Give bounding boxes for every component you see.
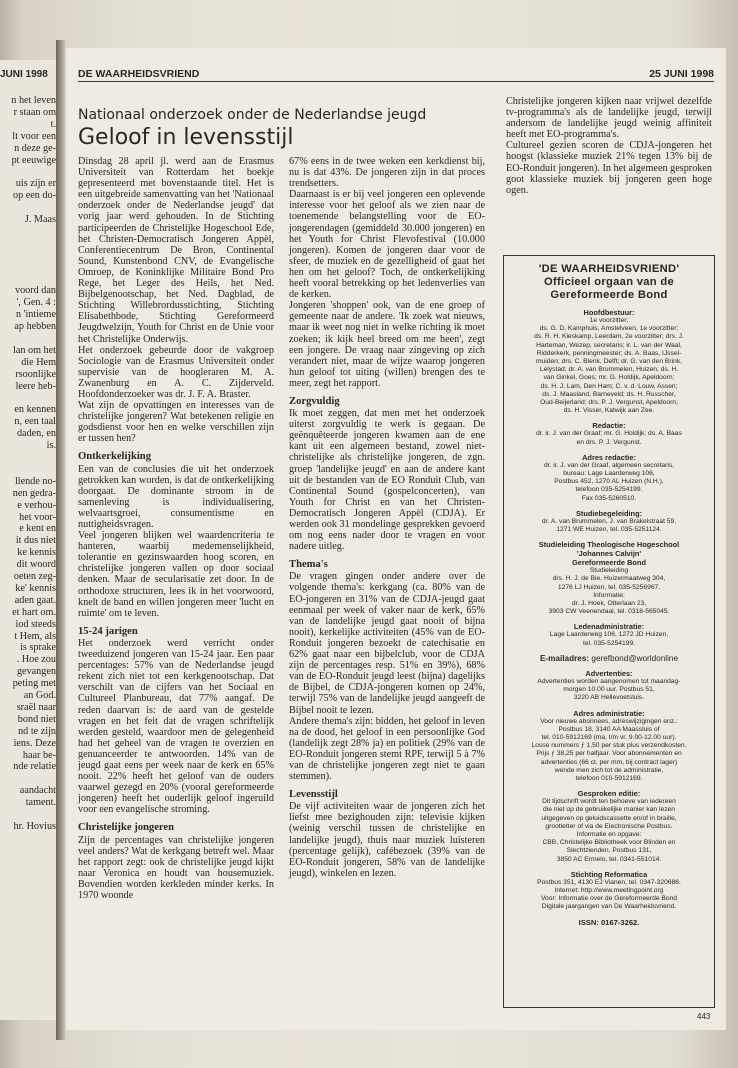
- paragraph: Zijn de percentages van christelijke jongeren veel anders? Wat de kerkgang betreft wel. Maar het rapport zegt: ook de christelijke jeugd kijkt naar Veronica en houdt van housemuziek. Bovendien worden kerkleden minder kerks. In 1970 woonde: [78, 834, 274, 901]
- colophon-section-text: Voor nieuwe abonnees, adreswijzigingen enz.: Postbus 18, 3140 AA Maassluis of tel. 010-5912169 (ma. t/m vr. 9.00-12.00 uur). Losse nummers ƒ 1,50 per stuk plus verzendkosten. Prijs ƒ 38,25 per halfjaar. Voor abonnementen en advertenties (66 ct. per mm, bij contract lager) wende men zich tot de administratie, telefoon 010-5912169.: [531, 717, 687, 782]
- colophon-section: [504, 709, 714, 784]
- colophon-section-heading: Ledenadministratie:: [573, 622, 645, 632]
- adjacent-text-fragment: llende no-: [14, 475, 56, 487]
- adjacent-text-fragment: pt eeuwige: [11, 154, 56, 166]
- colophon-section-text: dr. ir. J. van der Graaf; mr. G. Holdijk; ds. A. Baas en drs. P. J. Vergunst.: [536, 430, 682, 446]
- paragraph: De vijf activiteiten waar de jongeren zich het liefst mee bezighouden zijn: televisie kijken (weinig verschil tussen de christelijke en landelijke jeugd), thuis naar muziek luisteren (percentage gelijk), cafébezoek (39% van de EO-Ronduit jongeren, 58% van de landelijke jeugd), winkelen en lezen.: [289, 801, 485, 879]
- article-column-2: [289, 156, 485, 879]
- adjacent-text-fragment: die Hem: [21, 356, 56, 368]
- colophon-section-text: Advertenties worden aangenomen tot maandag- morgen 10.00 uur. Postbus 51, 3220 AB Hellevoetsluis.: [537, 677, 681, 702]
- paragraph: 67% eens in de twee weken een kerkdienst bij, nu is dat 43%. De jongeren zijn in dat proces trendsetters.: [289, 156, 485, 190]
- adjacent-text-fragment: J. Maas: [24, 214, 56, 225]
- adjacent-text-fragment: e kent en: [19, 523, 56, 535]
- adjacent-text-fragment: nd te zijn: [18, 725, 56, 737]
- section-heading: Thema's: [289, 559, 328, 571]
- adjacent-text-fragment: it dus niet: [15, 535, 56, 547]
- paragraph: Cultureel gezien scoren de CDJA-jongeren het hoogst (klassieke muziek 21% tegen 13% bij de EO-Ronduit jongeren). In het algemeen gesproken goot klassieke muziek bij jongeren geen hoge ogen.: [506, 140, 712, 196]
- adjacent-text-fragment: nen gedra-: [12, 487, 56, 499]
- colophon-title-1: 'DE WAARHEIDSVRIEND': [538, 263, 680, 275]
- colophon-section-heading: Stichting Reformatica: [570, 869, 648, 879]
- adjacent-text-fragment: n 'intieme: [15, 309, 56, 321]
- colophon-section: [504, 870, 714, 912]
- adjacent-text-fragment: ke kennis: [17, 547, 56, 559]
- adjacent-text-fragment: het voor-: [19, 511, 56, 523]
- adjacent-text-fragment: n het leven: [11, 95, 56, 106]
- adjacent-page-fragment: [0, 60, 56, 1020]
- colophon-section-heading: Studieleiding Theologische Hogeschool 'Johannes Calvijn' Gereformeerde Bond: [538, 540, 680, 568]
- paragraph: Dinsdag 28 april jl. werd aan de Erasmus Universiteit van Rotterdam het boekje gepresenteerd met bovenstaande titel. Het is een uitgebreide samenvatting van het 'Nationaal onderzoek onder de Nederlandse jeugd' dat vorig jaar werd gehouden. In de Stichting participeerden de Christelijke Hogeschool Ede, het Christen-Democratisch Jongeren Appèl, Conferentiecentrum De Bron, Continental Sound, Kunstenbond CNV, de Evangelische Omroep, de Koninklijke Militaire Bond Pro Rege, het Leger des Heils, het Ned. Bijbelgenootschap, het Ned. Dagblad, de Stichting Willebrordusstichting, Stichting Elisabethbode, Stichting Gereformeerd Jeugdwelzijn, Youth for Christ en de Unie voor het Christelijke Onderwijs.: [78, 156, 274, 345]
- colophon-section-heading: Studiebegeleiding:: [575, 508, 643, 518]
- colophon-section-text: Lage Laarderweg 106, 1272 JD Huizen, tel. 035-5254199.: [549, 631, 669, 647]
- paragraph: De vragen gingen onder andere over de volgende thema's: kerkgang (ca. 80% van de EO-jongeren en 31% van de CDJA-jeugd gaat eenmaal per week of vaker naar de kerk, 65% van de landelijke jeugd gaat nooit of bijna nooit), kerkelijke activiteiten (45% van de EO-Ronduit jongeren bezoekt de catechisatie en 62% gaat naar een bijbelclub, voor de CDJA zijn de percentages resp. 51% en 39%), 68% van de EO-Ronduit jeugd leest (bijna) dagelijks de Bijbel, de CDJA-jongeren komen op 24%, terwijl 75% van de landelijke jeugd aangeeft de Bijbel nooit te lezen.: [289, 571, 485, 716]
- header-rule: [78, 81, 714, 82]
- adjacent-text-fragment: op een do-: [13, 190, 56, 202]
- section-heading: Christelijke jongeren: [78, 822, 175, 834]
- colophon-section-heading: Gesproken editie:: [577, 789, 641, 799]
- article-title: Geloof in levensstijl: [78, 125, 294, 150]
- paragraph: Andere thema's zijn: bidden, het geloof in leven na de dood, het geloof in een persoonlijke God (landelijk zegt 28% ja) en politiek (29% van de EO-Ronduit jongeren stemt RPF, terwijl 5 à 7% van de christelijke jongeren zegt niet te gaan stemmen).: [289, 715, 485, 783]
- adjacent-text-fragment: oeten zeg-: [13, 571, 56, 582]
- paragraph: Daarnaast is er bij veel jongeren een oplevende interesse voor het geloof als we zien naar de toenemende belangstelling voor de EO-jongerendagen (gemiddeld 30.000 jongeren) en het Youth for Christ Flevofestival (10.000 jongeren). Komen de jongeren daar voor de sfeer, de muziek en de gezelligheid of gaat het hen om het geloof? Toch, de ontkerkelijking heeft vooral betrekking op het ledenverlies van de kerken.: [289, 189, 485, 301]
- colophon-title-3: Gereformeerde Bond: [550, 289, 668, 301]
- adjacent-text-fragment: leere heb-: [15, 380, 56, 392]
- adjacent-text-fragment: rsoonlijke: [15, 368, 56, 380]
- adjacent-text-fragment: . Hoe zou: [16, 654, 56, 666]
- article-kicker: Nationaal onderzoek onder de Nederlandse jeugd: [78, 107, 427, 123]
- adjacent-text-fragment: lt voor een: [12, 130, 56, 142]
- section-heading: Ontkerkelijking: [78, 451, 151, 463]
- issue-date: 25 JUNI 1998: [649, 68, 714, 80]
- adjacent-text-fragment: an God.: [23, 690, 56, 701]
- adjacent-text-fragment: iod steeds: [15, 618, 56, 630]
- page-number: 443: [697, 1012, 711, 1021]
- adjacent-text-fragment: r staan om: [13, 106, 56, 118]
- adjacent-text-fragment: peting met: [12, 678, 56, 690]
- adjacent-text-fragment: tament.: [25, 797, 56, 809]
- adjacent-text-fragment: is sprake: [20, 642, 56, 654]
- adjacent-text-fragment: n deze ge-: [14, 142, 56, 154]
- adjacent-text-fragment: daden, en: [16, 428, 56, 440]
- colophon-section-text: Dit tijdschrift wordt ten behoeve van iedereen die niet op de gebruikelijke manier kan lezen uitgegeven op geluidscassette en/of in braille, grootletter of via de Electronische Postbus. Informatie en opgave: CBB, Christelijke Bibliotheek voor Blinden en Slechtzienden, Postbus 131, 3850 AC Ermelo, tel. 0341-551014.: [541, 798, 677, 863]
- colophon-section: [504, 622, 714, 647]
- colophon-section-heading: Adres administratie:: [573, 708, 645, 718]
- adjacent-text-fragment: gevangen: [16, 666, 56, 678]
- colophon-section-text: Studieleiding drs. H. J. de Bie, Huizermaatweg 304, 1276 LJ Huizen, tel. 035-5256967. Informatie: dr. J. Hoek, Otterlaan 23, 3903 CW Veenendaal, tel. 0318-565045.: [548, 567, 670, 616]
- adjacent-text-fragment: ', Gen. 4 :: [16, 297, 56, 309]
- adjacent-text-fragment: t.: [50, 118, 56, 130]
- colophon-section: [504, 421, 714, 446]
- section-heading: 15-24 jarigen: [78, 625, 138, 637]
- paragraph: Veel jongeren blijken wel waardencriteria te hanteren, waarbij medemenselijkheid, tolerantie en gezinswaarden hoog scoren, en christelijke jongeren vallen op door sociaal denken. Maar de secularisatie zet door. In de orthodoxe structuren, lees ik in het voorwoord, knelt de band en willen jongeren meer 'lucht en ruimte' om te leven.: [78, 530, 274, 619]
- publication-name: DE WAARHEIDSVRIEND: [78, 68, 200, 80]
- colophon-section-heading: Adres redactie:: [582, 452, 636, 462]
- paragraph: Jongeren 'shoppen' ook, van de ene groep of gemeente naar de andere. 'Ik zoek wat nieuws, maar ik weet nog niet in welke richting ik moet zoeken; ik kijk heel breed om me heen', zegt een jongere. De vraag naar zingeving op zich verandert niet, maar de wijze waarop jongeren hun geloof tot uiting (willen) brengen des te meer, zegt het rapport.: [289, 300, 485, 389]
- adjacent-text-fragment: iens. Deze: [13, 737, 56, 749]
- adjacent-text-fragment: uis zijn er: [15, 178, 56, 190]
- paragraph: Wat zijn de opvattingen en interesses van de christelijke jongeren? Wat betekenen religie en godsdienst voor hen en welke verschillen zijn er tussen hen?: [78, 400, 274, 445]
- email-address[interactable]: gerefbond@worldonline: [591, 653, 679, 663]
- section-heading: Zorgvuldig: [289, 395, 340, 407]
- adjacent-text-fragment: is.: [46, 440, 56, 452]
- colophon-section: [504, 509, 714, 534]
- adjacent-text-fragment: t Hem, als: [14, 630, 56, 642]
- adjacent-text-fragment: e verhou-: [17, 499, 56, 511]
- adjacent-text-fragment: hr. Hovius: [13, 820, 56, 832]
- colophon-section: [504, 453, 714, 503]
- adjacent-text-fragment: haar be-: [22, 749, 56, 761]
- email-label: E-mailadres:: [539, 653, 590, 663]
- adjacent-text-fragment: lan om het: [12, 344, 56, 356]
- colophon-section-heading: Advertenties:: [585, 668, 633, 678]
- paragraph: Het onderzoek werd verricht onder tweeduizend jongeren van 15-24 jaar. Een paar percentages: 57% van de Nederlandse jeugd rekent zich niet tot een kerkgenootschap. Dat verschilt van de cijfers van het Sociaal en Cultureel Planbureau, dat 77% aangaf. De reden daarvan is: de aard van de gestelde vragen en het feit dat de vragen schriftelijk werden gesteld, waardoor men de gelegenheid had het geheel van de vragen te overzien en genuanceerder te antwoorden. 14% van de jeugd gaat eens per week naar de kerk en 65% nooit. 22% heeft het geloof van de ouders vaarwel gezegd en 20% (vooral gereformeerde jongeren) heeft het ouderlijk geloof ingeruild voor een evangelische stroming.: [78, 637, 274, 816]
- colophon-section: [504, 308, 714, 415]
- colophon-section-heading: Redactie:: [592, 421, 626, 431]
- adjacent-page-header: JUNI 1998: [0, 69, 48, 80]
- adjacent-text-fragment: n, een taal: [14, 416, 56, 428]
- adjacent-text-fragment: dit woord: [16, 559, 56, 571]
- adjacent-text-fragment: ke' kennis: [15, 582, 56, 594]
- colophon-section-heading: Hoofdbestuur:: [583, 308, 635, 317]
- page-gutter: [56, 40, 66, 1040]
- adjacent-text-fragment: et hart om.: [12, 606, 56, 618]
- adjacent-text-fragment: ap hebben: [14, 321, 56, 333]
- adjacent-text-fragment: voord dan: [14, 285, 56, 297]
- adjacent-text-fragment: aandacht: [19, 785, 56, 797]
- colophon-email: [504, 654, 714, 663]
- colophon-section-text: 1e voorzitter; ds. G. D. Kamphuis, Amstelveen, 1e voorzitter; ds. R. H. Kieskamp, Leerdam, 2e voorzitter; drs. J. Harteman, Wezep, secretaris; ir. L. van der Waal, Ridderkerk, penningmeester; ds. A. Baas, IJssel- muiden; drs. C. Blenk, Delft; dr. G. van den Brink, Lelystad; dr. A. van Brummelen, Huizen; ds. H. van Ginkel, Goes; mr. G. Holdijk, Apeldoorn; ds. H. J. Lam, Den Ham; C. v. d. Louw, Assen; ds. J. Maasland, Barneveld; ds. H. Russcher, Oud-Beijerland; drs. P. J. Vergunst, Apeldoorn; ds. H. Visser, Katwijk aan Zee.: [534, 317, 684, 415]
- adjacent-text-fragment: nde relatie: [13, 761, 56, 773]
- colophon-box: [503, 255, 715, 1008]
- adjacent-text-fragment: en kennen: [14, 404, 56, 416]
- colophon-section: [504, 789, 714, 864]
- paragraph: Een van de conclusies die uit het onderzoek getrokken kan worden, is dat de ontkerkelijking doorgaat. De dominante stroom in de samenleving is individualisering, welvaartsgroei, consumentisme en nuttigheidsvragen.: [78, 463, 274, 530]
- article-column-1: [78, 156, 274, 901]
- section-heading: Levensstijl: [289, 789, 338, 801]
- adjacent-text-fragment: bond niet: [17, 713, 56, 725]
- paragraph: Christelijke jongeren kijken naar vrijwel dezelfde tv-programma's als de landelijke jeugd, terwijl andersom de landelijke jeugd weinig affiniteit heeft met EO-programma's.: [506, 96, 712, 141]
- paragraph: Het onderzoek gebeurde door de vakgroep Sociologie van de Erasmus Universiteit onder supervisie van de hoogleraren M. A. Zwanenburg en A. C. Zijderveld. Hoofdonderzoeker was dr. J. F. A. Braster.: [78, 344, 274, 400]
- colophon-title-2: Officieel orgaan van de: [543, 276, 674, 288]
- article-column-3: [506, 96, 712, 196]
- colophon-section-text: Postbus 351, 4130 EJ Vianen, tel. 0347-320686. Internet: http://www.meetingpoint.org Voor: Informatie over de Gereformeerde Bond Digitale jaargangen van De Waarheidsvriend.: [537, 878, 681, 911]
- paragraph: Ik moet zeggen, dat men met het onderzoek uiterst zorgvuldig te werk is gegaan. De geënquêteerde jongeren kwamen aan de ene kant uit een algemeen bestand, zowel niet-christelijke als christelijke jongeren, de zgn. groep 'landelijke jeugd' en aan de andere kant uit de bestanden van de EO Ronduit Club, van Continental Sound (gospelconcerten), van Youth for Christ en van het Christen-Democratisch Jongeren Appèl (CDJA). Er werden ook 31 mondelinge gesprekken gevoerd om nog eens nader door te vragen en voor nadere uitleg.: [289, 408, 485, 553]
- colophon-issn: ISSN: 0167-3262.: [578, 917, 640, 927]
- colophon-section-text: dr. A. van Brummelen, J. van Brakelstraat 59, 1271 WE Huizen, tel. 035-5251124.: [541, 517, 677, 534]
- colophon-section: [504, 540, 714, 616]
- adjacent-text-fragment: aden gaat.: [14, 594, 56, 606]
- colophon-section: [504, 669, 714, 703]
- adjacent-text-fragment: sraël naar: [16, 701, 56, 713]
- colophon-section-text: dr. ir. J. van der Graaf, algemeen secretaris, bureau: Lage Laarderweg 106, Postbus 452, 1270 AL Huizen (N.H.), telefoon 035-5254199. Fax 035-5260510.: [543, 461, 675, 502]
